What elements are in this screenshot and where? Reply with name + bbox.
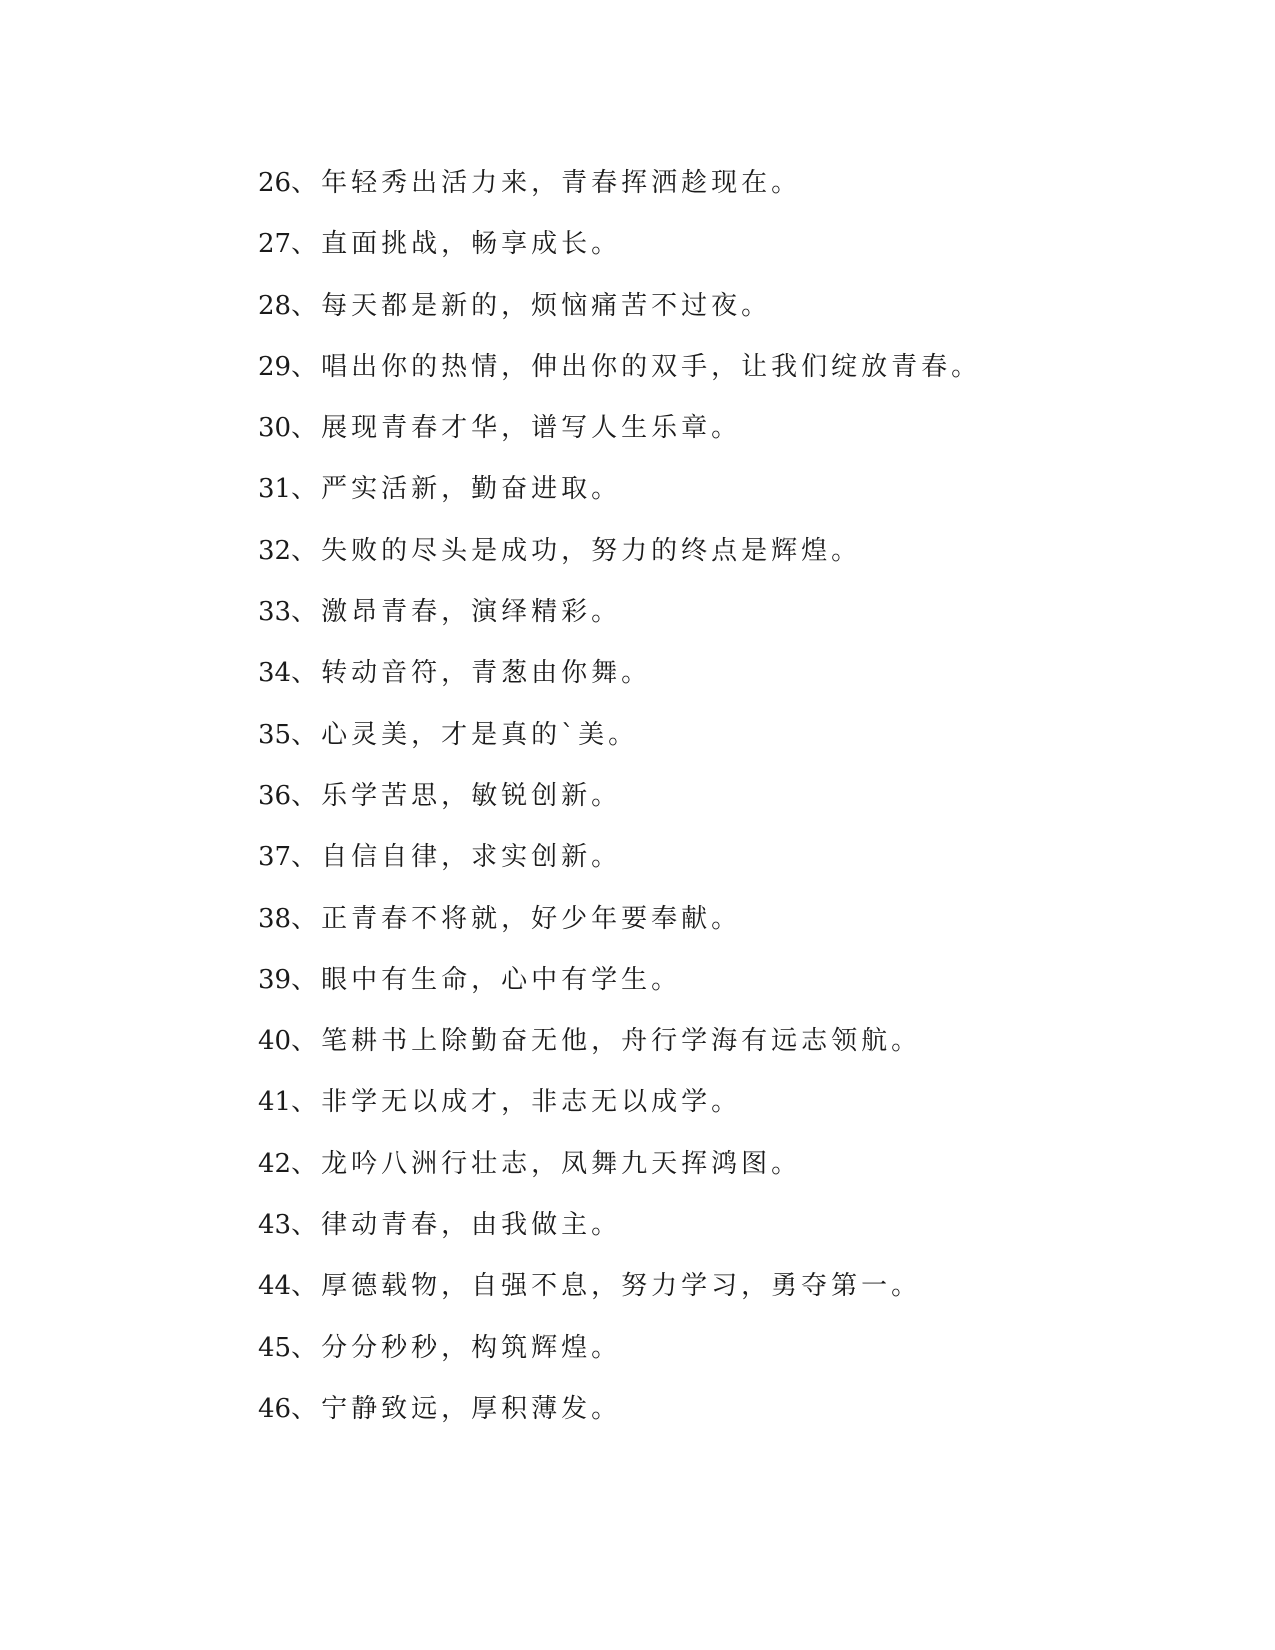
- item-number: 42: [258, 1148, 292, 1179]
- list-item: [258, 164, 1218, 225]
- item-separator: 、: [291, 1148, 322, 1179]
- list-item: [258, 1267, 1218, 1328]
- item-separator: 、: [291, 474, 322, 505]
- item-number: 36: [258, 780, 292, 811]
- item-number: 38: [258, 903, 292, 934]
- list-item: [258, 654, 1218, 715]
- item-number: 45: [258, 1332, 292, 1363]
- item-text: 分分秒秒，构筑辉煌。: [321, 1332, 622, 1363]
- list-item: [258, 532, 1218, 593]
- list-item: [258, 716, 1218, 777]
- list-item: [258, 1329, 1218, 1390]
- item-text: 龙吟八洲行壮志，凤舞九天挥鸿图。: [321, 1148, 802, 1179]
- item-text: 失败的尽头是成功，努力的终点是辉煌。: [321, 535, 862, 566]
- list-item: [258, 470, 1218, 531]
- item-separator: 、: [291, 1087, 322, 1118]
- item-text: 激昂青春，演绎精彩。: [321, 597, 622, 628]
- item-separator: 、: [291, 597, 322, 628]
- list-item: [258, 1390, 1218, 1451]
- item-separator: 、: [291, 658, 322, 689]
- item-number: 26: [258, 168, 292, 198]
- item-text: 展现青春才华，谱写人生乐章。: [321, 413, 742, 444]
- item-separator: 、: [291, 780, 322, 811]
- list-item: [258, 900, 1218, 961]
- item-text: 笔耕书上除勤奋无他，舟行学海有远志领航。: [321, 1026, 922, 1057]
- list-item: [258, 1206, 1218, 1267]
- item-text: 直面挑战，畅享成长。: [321, 229, 622, 260]
- item-number: 32: [258, 535, 292, 566]
- item-text: 年轻秀出活力来，青春挥洒趁现在。: [321, 168, 802, 198]
- item-separator: 、: [291, 351, 322, 382]
- item-number: 43: [258, 1210, 292, 1241]
- item-text: 心灵美，才是真的`美。: [321, 719, 639, 750]
- item-number: 31: [258, 474, 292, 505]
- item-separator: 、: [291, 1332, 322, 1363]
- list-item: [258, 1022, 1218, 1083]
- item-number: 37: [258, 842, 292, 873]
- list-item: [258, 777, 1218, 838]
- item-separator: 、: [291, 719, 322, 750]
- item-text: 转动音符，青葱由你舞。: [321, 658, 652, 689]
- item-text: 乐学苦思，敏锐创新。: [321, 780, 622, 811]
- list-item: [258, 409, 1218, 470]
- item-number: 27: [258, 229, 292, 260]
- item-separator: 、: [291, 1210, 322, 1241]
- item-separator: 、: [291, 290, 322, 321]
- item-number: 34: [258, 658, 292, 689]
- item-separator: 、: [291, 842, 322, 873]
- item-separator: 、: [291, 535, 322, 566]
- item-text: 正青春不将就，好少年要奉献。: [321, 903, 742, 934]
- list-item: [258, 287, 1218, 348]
- item-separator: 、: [291, 1026, 322, 1057]
- list-item: [258, 961, 1218, 1022]
- item-number: 30: [258, 413, 292, 444]
- item-number: 40: [258, 1026, 292, 1057]
- item-text: 自信自律，求实创新。: [321, 842, 622, 873]
- list-item: [258, 225, 1218, 286]
- item-number: 29: [258, 351, 292, 382]
- item-text: 厚德载物，自强不息，努力学习，勇夺第一。: [321, 1271, 922, 1302]
- item-number: 44: [258, 1271, 292, 1302]
- item-text: 严实活新，勤奋进取。: [321, 474, 622, 505]
- item-text: 眼中有生命，心中有学生。: [321, 964, 682, 995]
- item-separator: 、: [291, 168, 322, 198]
- item-number: 33: [258, 597, 292, 628]
- item-text: 非学无以成才，非志无以成学。: [321, 1087, 742, 1118]
- list-item: [258, 348, 1218, 409]
- item-separator: 、: [291, 903, 322, 934]
- item-text: 每天都是新的，烦恼痛苦不过夜。: [321, 290, 772, 321]
- list-item: [258, 593, 1218, 654]
- item-number: 28: [258, 290, 292, 321]
- item-number: 46: [258, 1393, 292, 1424]
- item-separator: 、: [291, 1271, 322, 1302]
- item-separator: 、: [291, 229, 322, 260]
- item-number: 39: [258, 964, 292, 995]
- item-separator: 、: [291, 1393, 322, 1424]
- item-number: 35: [258, 719, 292, 750]
- list-item: [258, 838, 1218, 899]
- slogan-list: [258, 164, 1218, 1451]
- item-number: 41: [258, 1087, 292, 1118]
- item-separator: 、: [291, 413, 322, 444]
- item-text: 唱出你的热情，伸出你的双手，让我们绽放青春。: [321, 351, 982, 382]
- list-item: [258, 1145, 1218, 1206]
- item-text: 宁静致远，厚积薄发。: [321, 1393, 622, 1424]
- list-item: [258, 1083, 1218, 1144]
- item-separator: 、: [291, 964, 322, 995]
- item-text: 律动青春，由我做主。: [321, 1210, 622, 1241]
